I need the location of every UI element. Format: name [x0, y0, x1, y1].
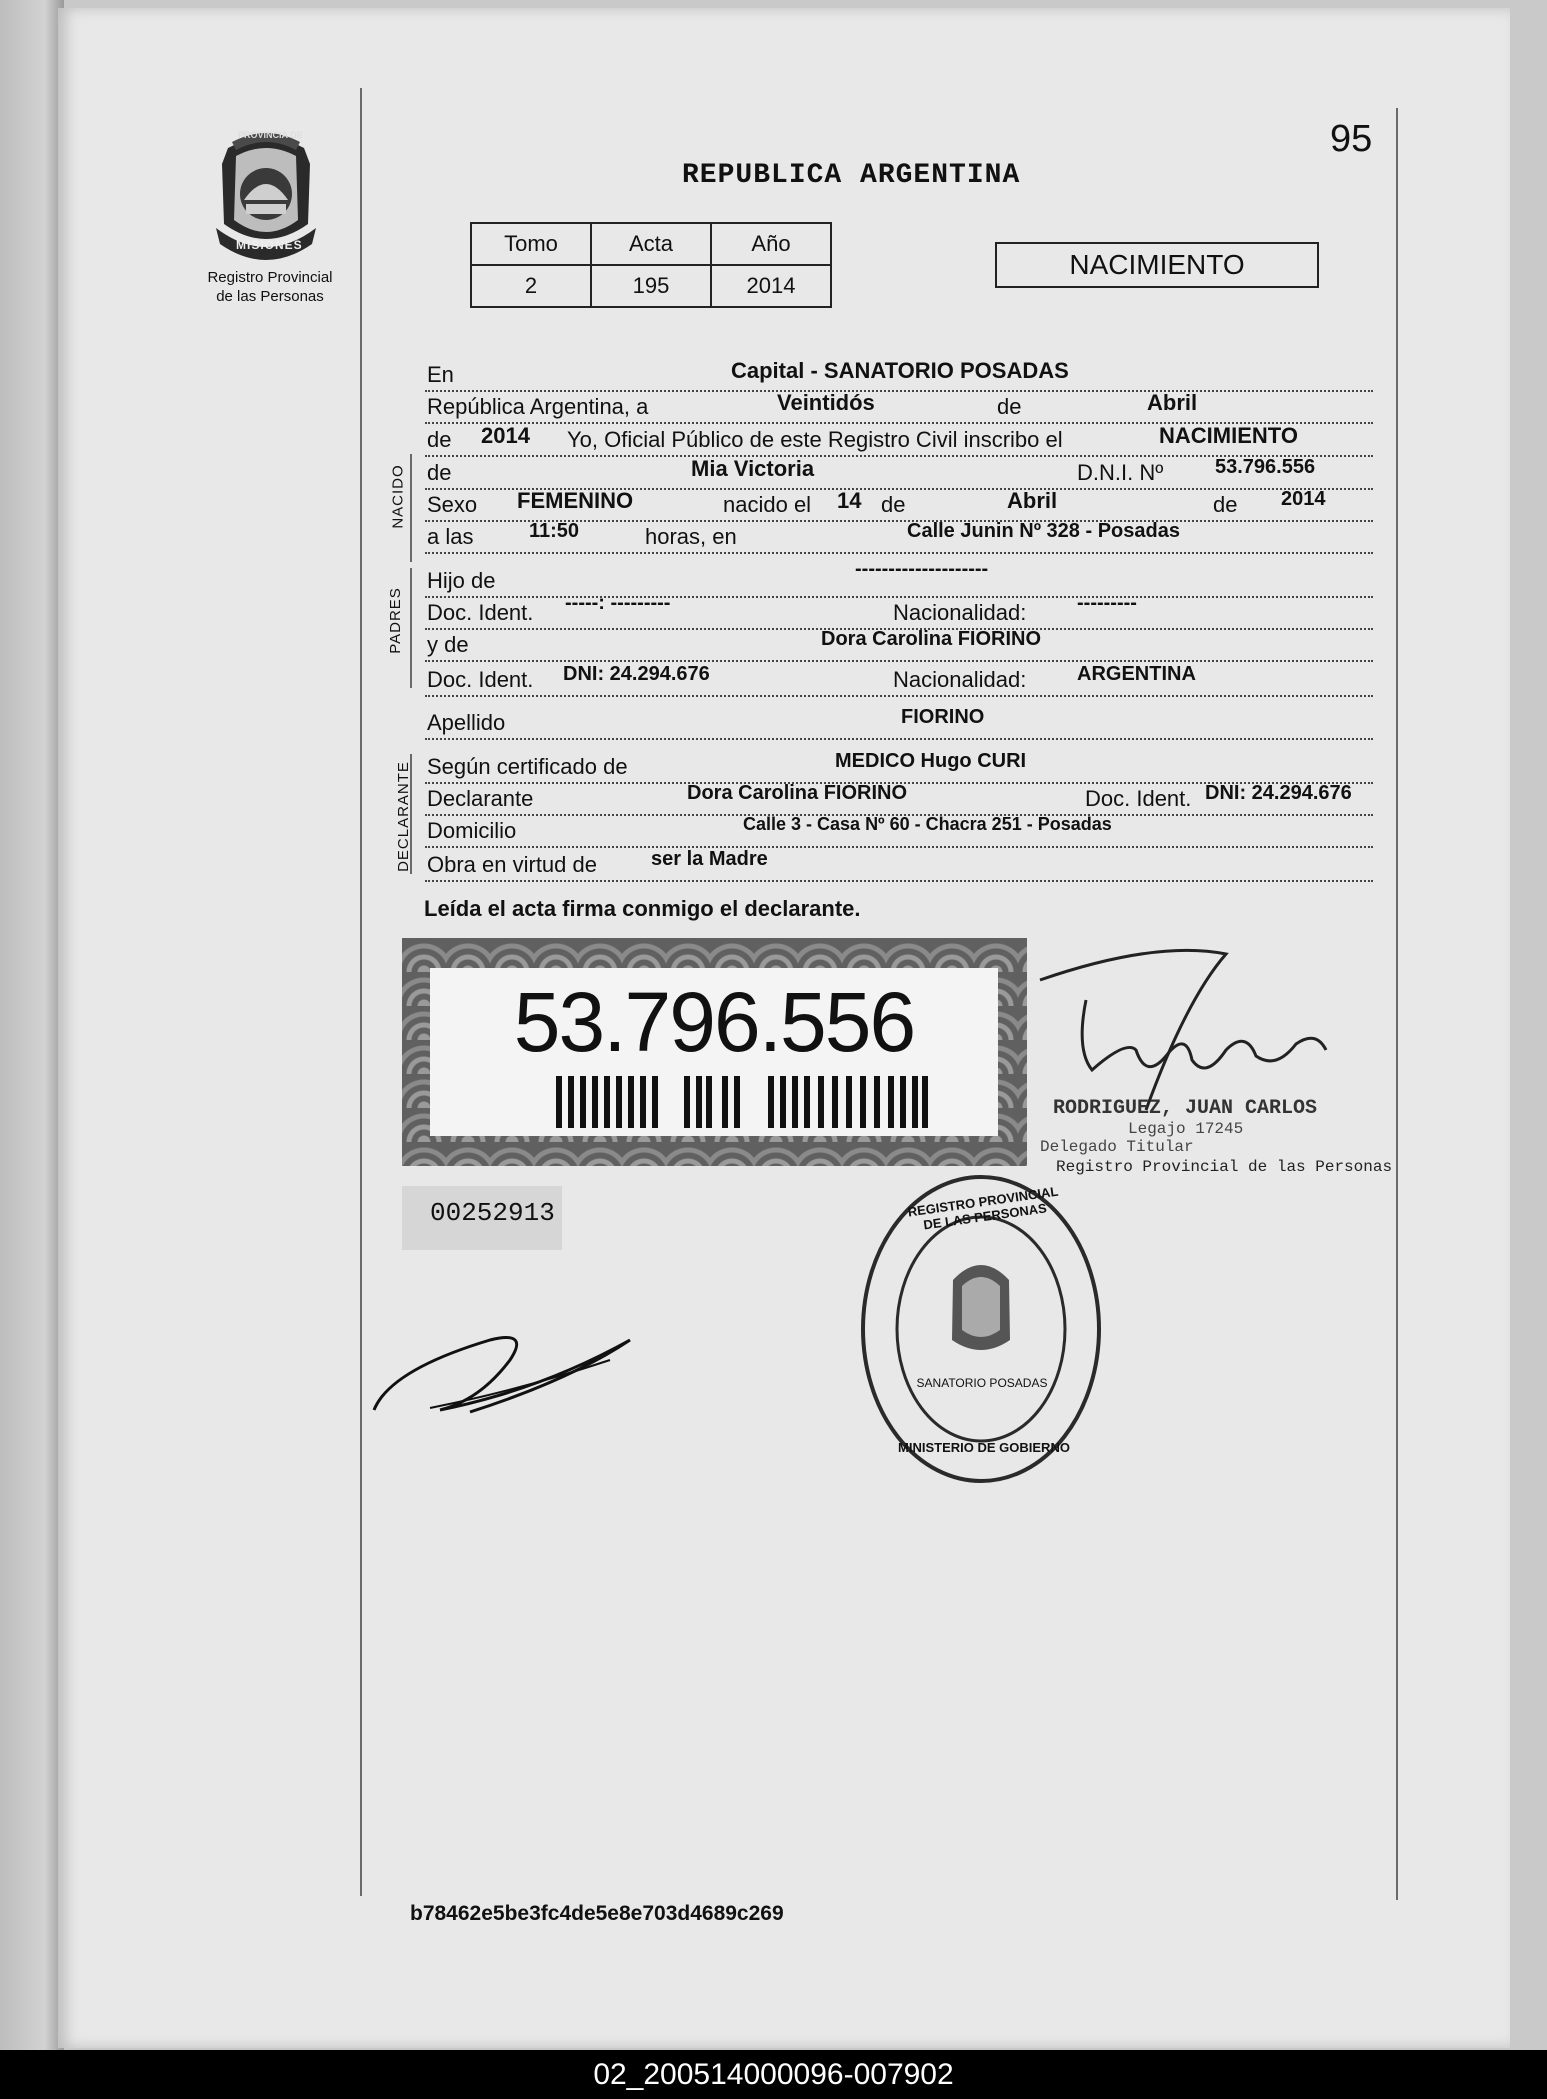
value-madre-doc: DNI: 24.294.676: [563, 663, 710, 685]
value-anio-registro: 2014: [481, 423, 530, 448]
label-nacionalidad: Nacionalidad:: [893, 600, 1027, 625]
value-madre-nac: ARGENTINA: [1077, 663, 1196, 685]
section-label-padres: PADRES: [386, 587, 404, 654]
value-padre-doc: -----: ---------: [565, 592, 671, 614]
value-nombre: Mia Victoria: [691, 456, 815, 481]
label-sexo: Sexo: [427, 492, 478, 517]
row-nombre: [425, 458, 1373, 490]
seal-bottom-text: MINISTERIO DE GOBIERNO: [898, 1440, 1070, 1455]
label-obra: Obra en virtud de: [427, 852, 597, 877]
label-domicilio: Domicilio: [427, 818, 517, 843]
row-year-inscribo: [425, 425, 1373, 457]
registry-round-seal: [858, 1170, 1104, 1488]
label-de-year: de: [427, 427, 452, 452]
value-certificado: MEDICO Hugo CURI: [835, 750, 1027, 772]
label-a-las: a las: [427, 524, 474, 549]
official-signature: [1036, 940, 1356, 1120]
row-doc-madre: [425, 665, 1373, 697]
closing-statement: Leída el acta firma conmigo el declarante.: [424, 896, 861, 921]
signatory-office: Registro Provincial de las Personas: [1056, 1158, 1393, 1176]
label-de: de: [997, 394, 1022, 419]
section-label-declarante: DECLARANTE: [394, 761, 412, 872]
declarant-signature: [370, 1300, 640, 1420]
value-dia-letras: Veintidós: [777, 390, 875, 415]
page-number: 95: [1330, 118, 1373, 160]
row-y-de: [425, 630, 1373, 662]
dni-sticker-label: [430, 968, 998, 1136]
value-tipo-inscripcion: NACIMIENTO: [1159, 423, 1298, 448]
value-declarante-doc: DNI: 24.294.676: [1205, 782, 1352, 804]
row-certificado: [425, 752, 1373, 784]
logo-text-bottom: MISIONES: [236, 238, 303, 252]
row-declarante: [425, 784, 1373, 816]
signatory-legajo: Legajo 17245: [1128, 1120, 1244, 1138]
sticker-dni-number: 53.796.556: [513, 975, 915, 1069]
label-nacido-el: nacido el: [723, 492, 812, 517]
signatory-role: Delegado Titular: [1040, 1138, 1194, 1156]
registry-table-header: [471, 223, 831, 265]
value-hora: 11:50: [529, 520, 580, 542]
label-republica: República Argentina, a: [427, 394, 649, 419]
label-de2: de: [881, 492, 906, 517]
value-dni: 53.796.556: [1215, 456, 1316, 478]
registry-table-values: [471, 265, 831, 307]
value-tomo: 2: [471, 265, 591, 307]
value-padre: --------------------: [855, 558, 989, 580]
padres-section-rule: [410, 568, 412, 688]
value-apellido: FIORINO: [901, 706, 985, 728]
row-hora: [425, 522, 1373, 554]
label-y-de: y de: [427, 632, 469, 657]
label-de-name: de: [427, 460, 452, 485]
act-type-box: NACIMIENTO: [995, 242, 1319, 288]
logo-caption-line2: de las Personas: [216, 288, 324, 305]
scanner-left-edge: [0, 0, 64, 2050]
value-acta: 195: [591, 265, 711, 307]
label-declarante: Declarante: [427, 786, 534, 811]
barcode: [556, 1076, 928, 1128]
dni-sticker: [402, 938, 1027, 1166]
value-lugar-nac: Calle Junin Nº 328 - Posadas: [907, 520, 1180, 542]
row-en: [425, 360, 1373, 392]
header-tomo: Tomo: [471, 223, 591, 265]
row-apellido: [425, 708, 1373, 740]
seal-inner-text: SANATORIO POSADAS: [916, 1376, 1048, 1390]
value-obra: ser la Madre: [651, 848, 768, 870]
row-republica: [425, 392, 1373, 424]
value-lugar: Capital - SANATORIO POSADAS: [731, 358, 1069, 383]
label-hijo-de: Hijo de: [427, 568, 496, 593]
logo-caption-line1: Registro Provincial: [207, 269, 333, 286]
left-margin-rule: [360, 88, 362, 1896]
serial-number: 00252913: [430, 1198, 555, 1228]
value-domicilio: Calle 3 - Casa Nº 60 - Chacra 251 - Posadas: [743, 814, 1112, 834]
misiones-coat-of-arms-icon: [206, 128, 326, 264]
signatory-name: RODRIGUEZ, JUAN CARLOS: [1053, 1097, 1318, 1120]
label-doc-ident2: Doc. Ident.: [427, 667, 534, 692]
row-domicilio: [425, 816, 1373, 848]
value-anio-nac: 2014: [1281, 488, 1326, 510]
label-en: En: [427, 362, 454, 387]
label-apellido: Apellido: [427, 710, 506, 735]
label-dni-no: D.N.I. Nº: [1077, 460, 1164, 485]
right-margin-rule: [1396, 108, 1398, 1900]
row-sexo: [425, 490, 1373, 522]
document-hash: b78462e5be3fc4de5e8e703d4689c269: [410, 1902, 784, 1925]
seal-outer-text: REGISTRO PROVINCIAL DE LAS PERSONAS: [906, 1183, 1060, 1233]
label-yo: Yo, Oficial Público de este Registro Civil inscribo el: [567, 427, 1063, 452]
header-anio: Año: [711, 223, 831, 265]
logo-caption: [195, 268, 345, 306]
value-anio: 2014: [711, 265, 831, 307]
label-segun: Según certificado de: [427, 754, 628, 779]
header-acta: Acta: [591, 223, 711, 265]
label-doc-ident3: Doc. Ident.: [1085, 786, 1192, 811]
value-declarante: Dora Carolina FIORINO: [687, 782, 908, 804]
label-nacionalidad2: Nacionalidad:: [893, 667, 1027, 692]
label-doc-ident: Doc. Ident.: [427, 600, 534, 625]
value-dia-nac: 14: [837, 488, 862, 513]
registry-table: [470, 222, 832, 308]
row-obra: [425, 850, 1373, 882]
label-de3: de: [1213, 492, 1238, 517]
value-mes-registro: Abril: [1147, 390, 1198, 415]
value-padre-nac: ---------: [1077, 592, 1137, 614]
logo-text-top: PROVINCIA DE: [238, 130, 303, 140]
row-doc-padre: [425, 592, 1373, 630]
page-title: REPUBLICA ARGENTINA: [682, 160, 1021, 191]
value-madre: Dora Carolina FIORINO: [821, 628, 1042, 650]
value-sexo: FEMENINO: [517, 488, 634, 513]
nacido-section-rule: [410, 454, 412, 562]
scan-footer-id: 02_200514000096-007902: [0, 2050, 1547, 2099]
value-mes-nac: Abril: [1007, 488, 1058, 513]
label-horas-en: horas, en: [645, 524, 737, 549]
section-label-nacido: NACIDO: [389, 464, 407, 529]
